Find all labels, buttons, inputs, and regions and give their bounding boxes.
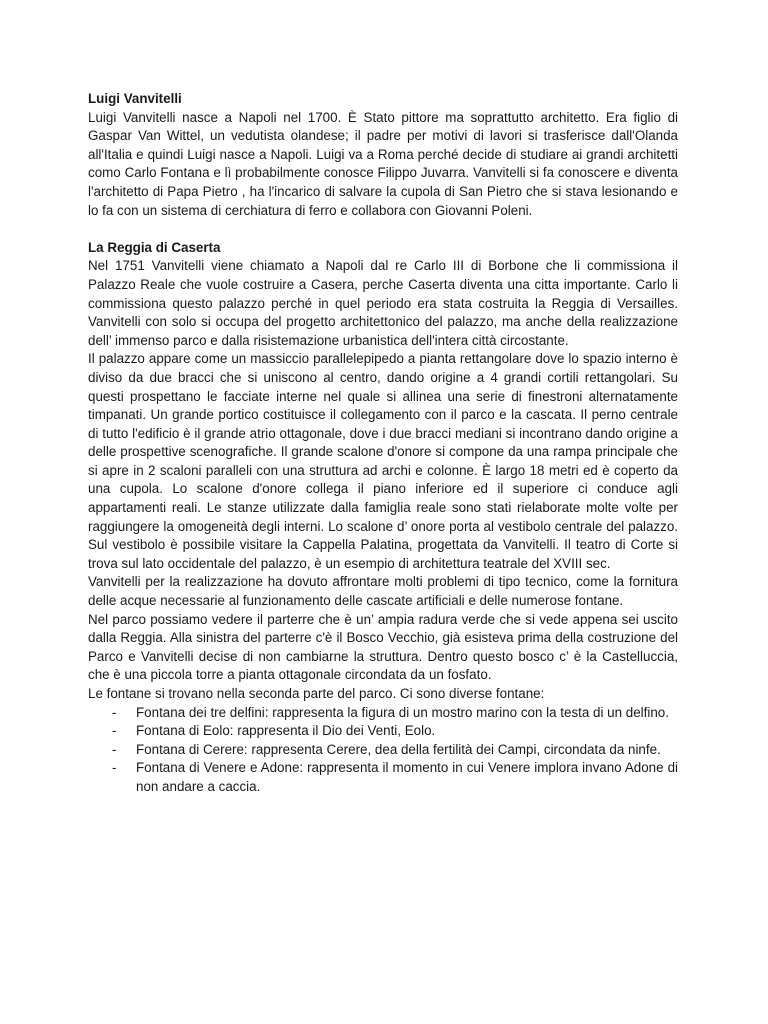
section-title-vanvitelli: Luigi Vanvitelli (88, 91, 182, 106)
list-bullet: - (112, 723, 117, 739)
paragraph-commission: Nel 1751 Vanvitelli viene chiamato a Napoli dal re Carlo III di Borbone che li commissiona il Palazzo Reale che vuole costruire a Casera, perche Caserta diventa una citta importante. Carlo li commissiona questo palazzo perché in quel periodo era stata costruita la Reggia di Versailles. Vanvitelli con solo si occupa del progetto architettonico del palazzo, ma anche della realizzazione dell’ immenso parco e dalla risistemazione urbanistica dell'intera città circostante. (88, 258, 678, 348)
list-item (88, 704, 678, 723)
biography-paragraph: Luigi Vanvitelli nasce a Napoli nel 1700. È Stato pittore ma soprattutto architetto. Era figlio di Gaspar Van Wittel, un vedutista olandese; il padre per motivi di lavori si trasferisce dall'Olanda all'Italia e quindi Luigi nasce a Napoli. Luigi va a Roma perché decide di studiare ai grandi architetti como Carlo Fontana e lì probabilmente conosce Filippo Juvarra. Vanvitelli si fa conoscere e diventa l'architetto di Papa Pietro , ha l'incarico di salvare la cupola di San Pietro che si stava lesionando e lo fa con un sistema di cerchiatura di ferro e collabora con Giovanni Poleni. (88, 109, 678, 218)
list-item-text: Fontana di Venere e Adone: rappresenta il momento in cui Venere implora invano Adone di non andare a caccia. (136, 760, 678, 794)
list-item (88, 759, 678, 796)
list-item-text: Fontana dei tre delfini: rappresenta la figura di un mostro marino con la testa di un delfino. (136, 704, 669, 720)
paragraph-palace-description: Il palazzo appare come un massiccio parallelepipedo a pianta rettangolare dove lo spazio interno è diviso da due bracci che si uniscono al centro, dando origine a 4 grandi cortili rettangolari. Su questi prospettano le facciate interne nel quale si allinea una serie di finestroni alternatamente timpanati. Un grande portico costituisce il collegamento con il parco e la cascata. Il perno centrale di tutto l'edificio è il grande atrio ottagonale, dove i due bracci mediani si incontrano dando origine a delle prospettive scenografiche. Il grande scalone d'onore si compone da una rampa principale che si apre in 2 scaloni paralleli con una struttura ad archi e colonne. È largo 18 metri ed è coperto da una cupola. Lo scalone d'onore collega il piano inferiore ed il superiore ci conduce agli appartamenti reali. Le stanze utilizzate dalla famiglia reale sono stati rielaborate molte volte per raggiungere la omogeneità degli interni. Lo scalone d’ onore porta al vestibolo centrale del palazzo. Sul vestibolo è possibile visitare la Cappella Palatina, progettata da Vanvitelli. Il teatro di Corte si trova sul lato occidentale del palazzo, è un esempio di architettura teatrale del XVIII sec. (88, 351, 678, 571)
list-item (88, 722, 678, 741)
list-item (88, 741, 678, 760)
section-spacer (88, 220, 678, 239)
fountains-list (88, 704, 678, 797)
paragraph-park: Nel parco possiamo vedere il parterre che è un’ ampia radura verde che si vede appena sei uscito dalla Reggia. Alla sinistra del parterre c'è il Bosco Vecchio, già esisteva prima della costruzione del Parco e Vanvitelli decise di non cambiarne la struttura. Dentro questo bosco c’ è la Castelluccia, che è una piccola torre a pianta ottagonale circondata da un fosfato. (88, 611, 678, 683)
list-bullet: - (112, 704, 117, 720)
list-item-text: Fontana di Eolo: rappresenta il Dio dei Venti, Eolo. (136, 723, 436, 739)
document-page (88, 90, 678, 797)
list-bullet: - (112, 741, 117, 757)
section-title-reggia: La Reggia di Caserta (88, 239, 221, 255)
paragraph-fountains-intro: Le fontane si trovano nella seconda parte del parco. Ci sono diverse fontane: (88, 686, 545, 701)
list-bullet: - (112, 760, 117, 776)
paragraph-technical-problems: Vanvitelli per la realizzazione ha dovuto affrontare molti problemi di tipo tecnico, come la fornitura delle acque necessarie al funzionamento delle cascate artificiali e delle numerose fontane. (88, 574, 678, 609)
list-item-text: Fontana di Cerere: rappresenta Cerere, dea della fertilità dei Campi, circondata da ninfe. (136, 741, 661, 757)
